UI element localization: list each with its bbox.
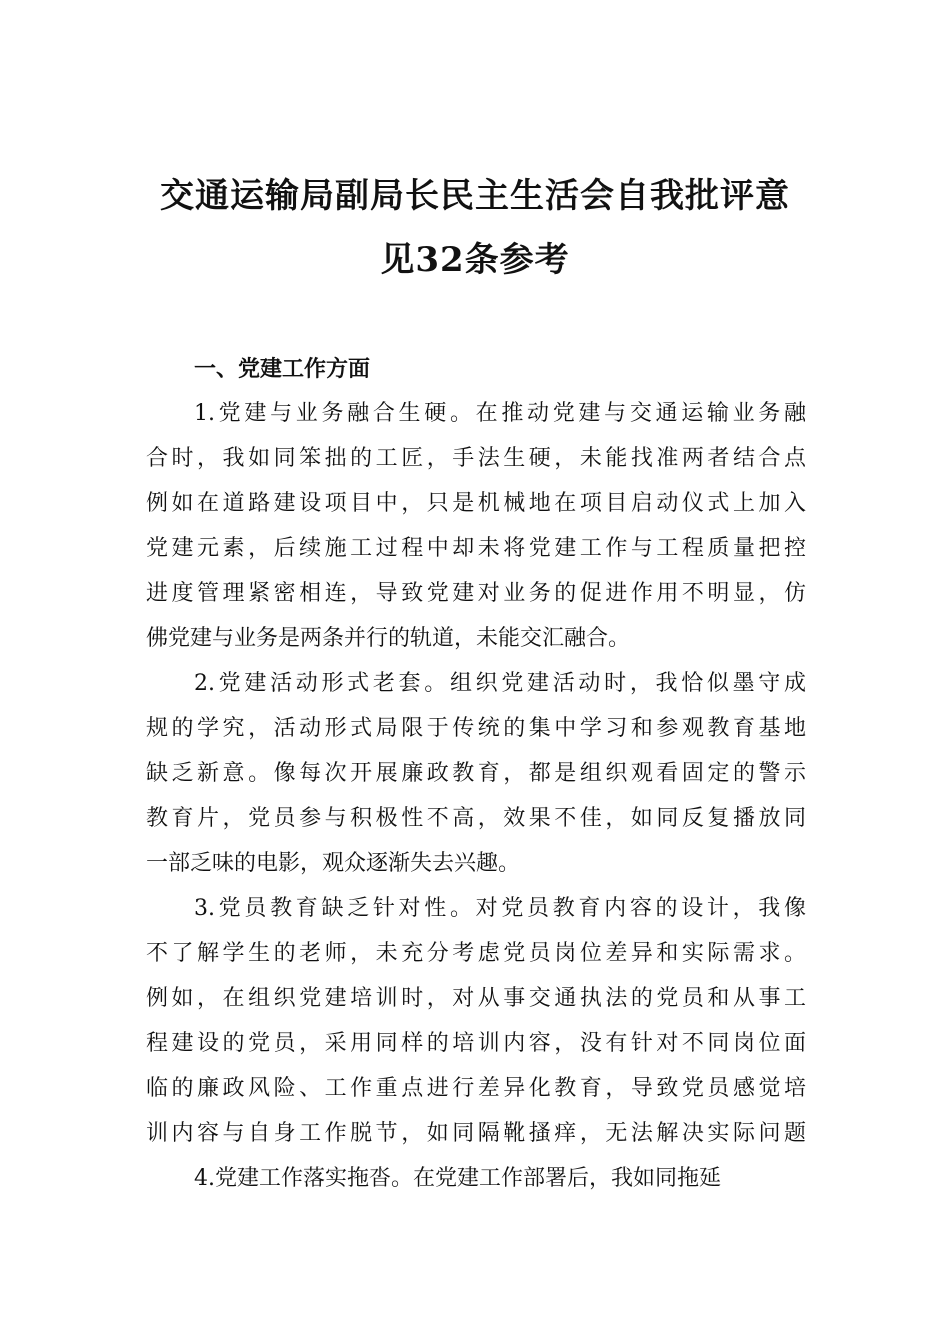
paragraph-3 <box>146 886 806 1156</box>
title-line-1: 交通运输局副局长民主生活会自我批评意 <box>160 176 790 216</box>
paragraph-line: 1.党建与业务融合生硬。在推动党建与交通运输业务融 <box>194 401 806 426</box>
paragraph-line: 党建元素，后续施工过程中却未将党建工作与工程质量把控 <box>146 536 806 561</box>
paragraph-line: 3.党员教育缺乏针对性。对党员教育内容的设计，我像 <box>194 896 806 921</box>
paragraph-4 <box>146 1156 806 1201</box>
document-title <box>140 164 810 292</box>
paragraph-line: 例如，在组织党建培训时，对从事交通执法的党员和从事工 <box>146 986 806 1011</box>
paragraph-line: 临的廉政风险、工作重点进行差异化教育，导致党员感觉培 <box>146 1076 806 1101</box>
paragraph-line: 例如在道路建设项目中，只是机械地在项目启动仪式上加入 <box>146 491 806 516</box>
paragraph-2 <box>146 661 806 886</box>
paragraph-line: 合时，我如同笨拙的工匠，手法生硬，未能找准两者结合点 <box>146 446 806 471</box>
paragraph-line: 训内容与自身工作脱节，如同隔靴搔痒，无法解决实际问题 <box>146 1121 806 1146</box>
paragraph-line: 不了解学生的老师，未充分考虑党员岗位差异和实际需求。 <box>146 941 806 966</box>
paragraph-line: 一部乏味的电影，观众逐渐失去兴趣。 <box>146 851 521 876</box>
title-line-2: 见32条参考 <box>380 240 570 280</box>
paragraph-line: 佛党建与业务是两条并行的轨道，未能交汇融合。 <box>146 626 631 651</box>
paragraph-line: 进度管理紧密相连，导致党建对业务的促进作用不明显，仿 <box>146 581 806 606</box>
document-body <box>146 348 806 1201</box>
paragraph-line: 4.党建工作落实拖沓。在党建工作部署后，我如同拖延 <box>194 1166 721 1191</box>
paragraph-line: 2.党建活动形式老套。组织党建活动时，我恰似墨守成 <box>194 671 806 696</box>
paragraph-1 <box>146 391 806 661</box>
paragraph-line: 教育片，党员参与积极性不高，效果不佳，如同反复播放同 <box>146 806 806 831</box>
section-heading: 一、党建工作方面 <box>194 357 371 382</box>
paragraph-line: 程建设的党员，采用同样的培训内容，没有针对不同岗位面 <box>146 1031 806 1056</box>
paragraph-line: 缺乏新意。像每次开展廉政教育，都是组织观看固定的警示 <box>146 761 806 786</box>
paragraph-line: 规的学究，活动形式局限于传统的集中学习和参观教育基地 <box>146 716 806 741</box>
